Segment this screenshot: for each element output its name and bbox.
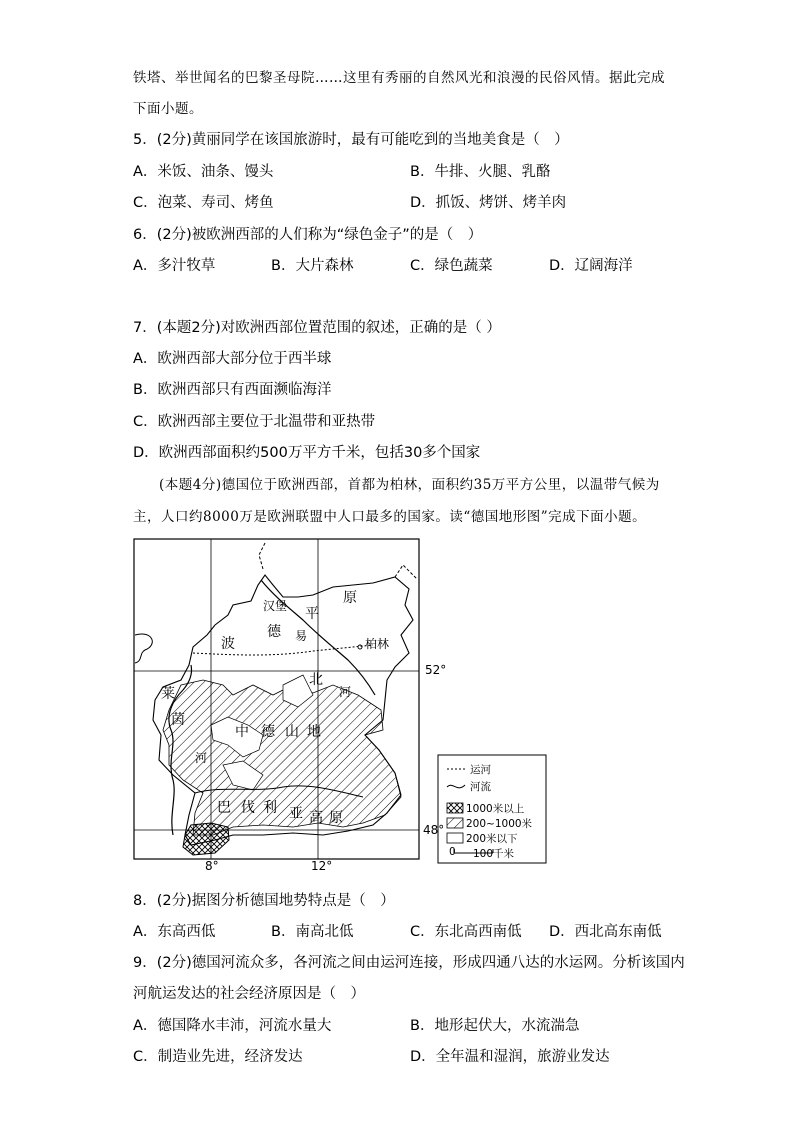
q8-option-d[interactable]: D．西北高东南低: [549, 924, 662, 940]
map-label-bei: 北: [309, 672, 323, 688]
q9-option-d[interactable]: D．全年温和湿润，旅游业发达: [410, 1049, 610, 1065]
map-label-li: 利: [263, 800, 277, 816]
map-label-ba: 巴: [217, 800, 231, 816]
map-label-shan: 山: [285, 724, 299, 740]
q7-option-c[interactable]: C．欧洲西部主要位于北温带和亚热带: [133, 414, 376, 430]
legend-high: 1000米以上: [466, 803, 525, 815]
map-label-he2: 河: [195, 751, 208, 765]
map-label-yi: 易: [295, 629, 308, 643]
q7-option-a[interactable]: A．欧洲西部大部分位于西半球: [133, 351, 332, 367]
intro-line-1: 铁塔、举世闻名的巴黎圣母院……这里有秀丽的自然风光和浪漫的民俗风情。据此完成: [133, 70, 665, 86]
q6-option-b[interactable]: B．大片森林: [271, 258, 354, 274]
legend-scale-zero: 0: [449, 846, 456, 858]
map-label-hamburg: 汉堡: [263, 599, 288, 613]
map-label-he: 河: [339, 685, 352, 699]
question-8-stem: 8．(2分)据图分析德国地势特点是（ ）: [133, 893, 395, 909]
map-label-berlin: 柏林: [365, 637, 390, 651]
q9-option-b[interactable]: B．地形起伏大，水流湍急: [410, 1018, 580, 1034]
legend-canal: 运河: [470, 764, 491, 776]
map-label-fa: 伐: [241, 800, 255, 816]
q5-option-a[interactable]: A．米饭、油条、馒头: [133, 164, 274, 180]
map-label-ya: 亚: [289, 806, 303, 822]
map-label-lon8: 8°: [205, 859, 219, 873]
legend-scale: 100千米: [473, 848, 515, 860]
map-label-yuan: 原: [343, 590, 357, 606]
germany-terrain-map: [133, 535, 558, 873]
map-label-bo: 波: [221, 636, 235, 652]
q5-option-c[interactable]: C．泡菜、寿司、烤鱼: [133, 195, 274, 211]
map-label-zhong: 中: [235, 724, 249, 740]
q6-option-a[interactable]: A．多汁牧草: [133, 258, 216, 274]
intro-line-2: 下面小题。: [133, 101, 203, 117]
map-label-yin: 茵: [171, 712, 185, 728]
map-label-de: 德: [267, 624, 281, 640]
legend-river: 河流: [470, 781, 491, 793]
map-label-yuan2: 原: [329, 810, 343, 826]
q7-option-b[interactable]: B．欧洲西部只有西面濒临海洋: [133, 382, 332, 398]
question-5-stem: 5．(2分)黄丽同学在该国旅游时，最有可能吃到的当地美食是（ ）: [133, 132, 569, 148]
q5-option-b[interactable]: B．牛排、火腿、乳酪: [410, 164, 551, 180]
map-label-lat52: 52°: [425, 663, 447, 677]
germany-intro-line-1: (本题4分)德国位于欧洲西部，首都为柏林，面积约35万平方公里，以温带气候为: [159, 477, 660, 493]
q9-option-c[interactable]: C．制造业先进，经济发达: [133, 1049, 303, 1065]
q6-option-d[interactable]: D．辽阔海洋: [549, 258, 633, 274]
legend-low: 200米以下: [466, 833, 518, 845]
map-label-gao: 高: [309, 810, 323, 826]
question-6-stem: 6．(2分)被欧洲西部的人们称为“绿色金子”的是（ ）: [133, 227, 483, 243]
germany-intro-line-2: 主，人口约8000万是欧洲联盟中人口最多的国家。读“德国地形图”完成下面小题。: [133, 509, 647, 525]
map-label-lon12: 12°: [311, 859, 333, 873]
question-9-stem-line-2: 河航运发达的社会经济原因是（ ）: [133, 986, 365, 1002]
map-label-de2: 德: [261, 724, 275, 740]
question-7-stem: 7．(本题2分)对欧洲西部位置范围的叙述，正确的是（ ）: [133, 320, 501, 336]
map-label-ping: 平: [305, 606, 319, 622]
map-label-lat48: 48°: [423, 823, 445, 837]
q6-option-c[interactable]: C．绿色蔬菜: [410, 258, 493, 274]
q8-option-c[interactable]: C．东北高西南低: [410, 924, 522, 940]
q7-option-d[interactable]: D．欧洲西部面积约500万平方千米，包括30多个国家: [133, 445, 481, 461]
q9-option-a[interactable]: A．德国降水丰沛，河流水量大: [133, 1018, 332, 1034]
q8-option-a[interactable]: A．东高西低: [133, 924, 216, 940]
q8-option-b[interactable]: B．南高北低: [271, 924, 354, 940]
map-label-di: 地: [307, 724, 321, 740]
map-label-lai: 莱: [161, 686, 175, 702]
q5-option-d[interactable]: D．抓饭、烤饼、烤羊肉: [410, 195, 567, 211]
legend-mid: 200~1000米: [466, 818, 533, 830]
question-9-stem-line-1: 9．(2分)德国河流众多，各河流之间由运河连接，形成四通八达的水运网。分析该国内: [133, 955, 685, 971]
